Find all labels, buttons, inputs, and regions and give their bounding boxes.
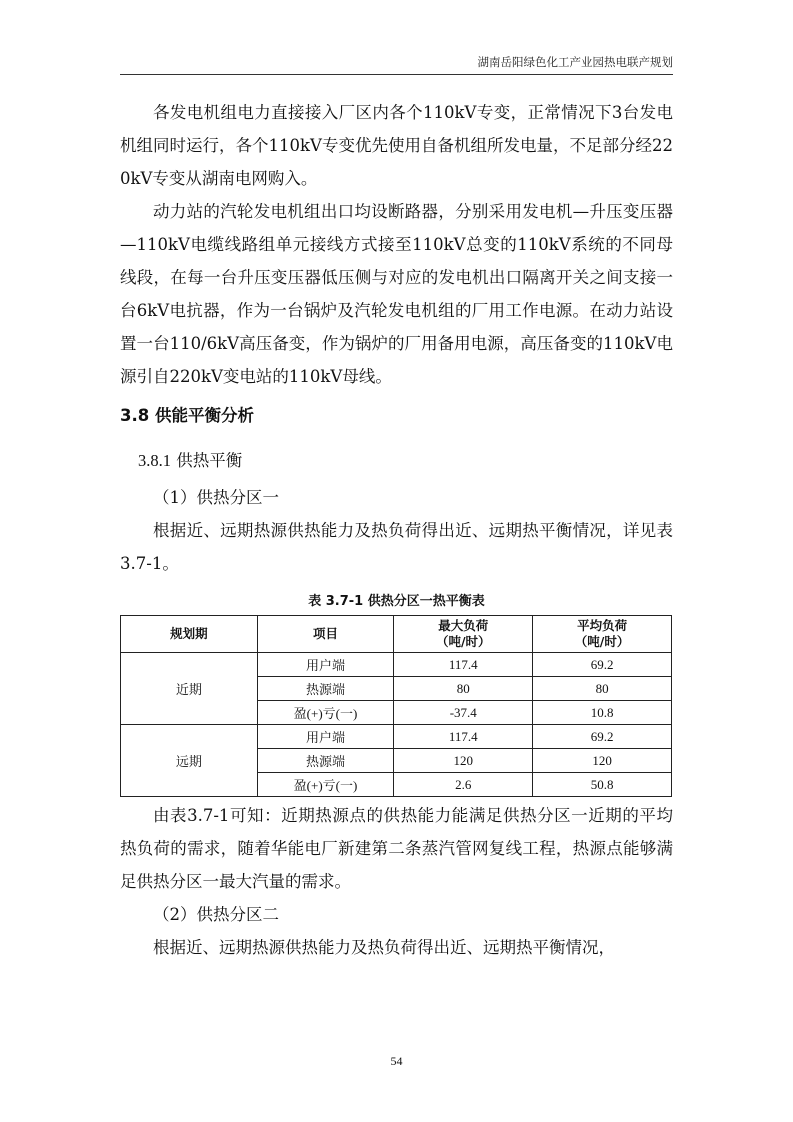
- zone1-label: （1）供热分区一: [153, 488, 279, 507]
- item-cell: 盈(+)亏(一): [257, 773, 394, 797]
- avg-cell: 10.8: [533, 701, 672, 725]
- max-cell: 117.4: [394, 653, 533, 677]
- header-avg-load-line2: （吨/时）: [574, 634, 630, 649]
- max-cell: 117.4: [394, 725, 533, 749]
- max-cell: 120: [394, 749, 533, 773]
- header-item: 项目: [257, 616, 394, 653]
- heat-balance-table: [120, 615, 672, 797]
- avg-cell: 80: [533, 677, 672, 701]
- subsection-heading: [138, 444, 673, 477]
- page-header: [120, 52, 673, 75]
- item-cell: 用户端: [257, 653, 394, 677]
- period-cell-near: 近期: [121, 653, 258, 725]
- item-cell: 用户端: [257, 725, 394, 749]
- header-max-load-line2: （吨/时）: [435, 634, 491, 649]
- section-heading: 3.8 供能平衡分析: [120, 406, 254, 425]
- header-max-load-line1: 最大负荷: [438, 618, 489, 633]
- page-number: 54: [390, 1054, 403, 1068]
- table-caption: 表 3.7-1 供热分区一热平衡表: [308, 594, 485, 609]
- paragraph-generator-wiring: 动力站的汽轮发电机组出口均设断路器，分别采用发电机—升压变压器—110kV电缆线路组单元接线方式接至110kV总变的110kV系统的不同母线段，在每一台升压变压器低压侧与对应的发电机出口隔离开关之间支接一台6kV电抗器，作为一台锅炉及汽轮发电机组的厂用工作电源。在动力站设置一台110/6kV高压备变，作为锅炉的厂用备用电源，高压备变的110kV电源引自220kV变电站的110kV母线。: [120, 202, 673, 386]
- item-cell: 盈(+)亏(一): [257, 701, 394, 725]
- subsection-number: 3.8.1: [138, 451, 171, 470]
- period-cell-far: 远期: [121, 725, 258, 797]
- header-period: 规划期: [121, 616, 258, 653]
- avg-cell: 50.8: [533, 773, 672, 797]
- max-cell: 2.6: [394, 773, 533, 797]
- zone2-label: （2）供热分区二: [153, 905, 279, 924]
- avg-cell: 69.2: [533, 653, 672, 677]
- avg-cell: 69.2: [533, 725, 672, 749]
- item-cell: 热源端: [257, 677, 394, 701]
- header-title: 湖南岳阳绿色化工产业园热电联产规划: [477, 55, 673, 69]
- header-max-load: [394, 616, 533, 653]
- zone1-intro: 根据近、远期热源供热能力及热负荷得出近、远期热平衡情况，详见表3.7-1。: [120, 521, 673, 573]
- avg-cell: 120: [533, 749, 672, 773]
- zone2-intro: 根据近、远期热源供热能力及热负荷得出近、远期热平衡情况，: [153, 938, 615, 957]
- header-avg-load: [533, 616, 672, 653]
- subsection-title: 供热平衡: [176, 451, 243, 470]
- item-cell: 热源端: [257, 749, 394, 773]
- max-cell: -37.4: [394, 701, 533, 725]
- paragraph-power-connection: 各发电机组电力直接接入厂区内各个110kV专变，正常情况下3台发电机组同时运行，各个110kV专变优先使用自备机组所发电量，不足部分经220kV专变从湖南电网购入。: [120, 103, 673, 188]
- table-row: [121, 725, 672, 749]
- zone1-conclusion: 由表3.7-1可知：近期热源点的供热能力能满足供热分区一近期的平均热负荷的需求，随着华能电厂新建第二条蒸汽管网复线工程，热源点能够满足供热分区一最大汽量的需求。: [120, 806, 673, 891]
- page-body: [120, 96, 673, 964]
- header-avg-load-line1: 平均负荷: [577, 618, 628, 633]
- table-header-row: [121, 616, 672, 653]
- table-row: [121, 653, 672, 677]
- max-cell: 80: [394, 677, 533, 701]
